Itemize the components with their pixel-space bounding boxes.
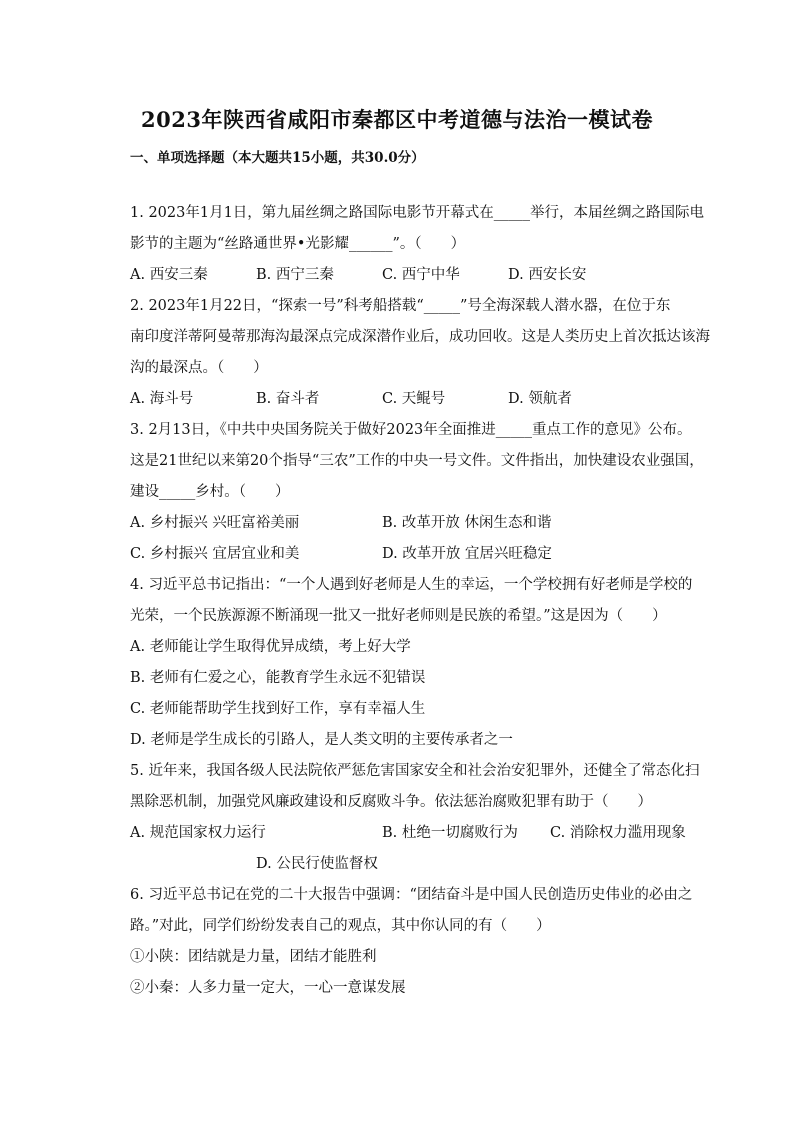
question-1-option-c: C. 西宁中华 bbox=[382, 267, 460, 283]
question-5-option-a: A. 规范国家权力运行 bbox=[130, 825, 266, 841]
question-4-option-b: B. 老师有仁爱之心，能教育学生永远不犯错误 bbox=[130, 670, 426, 686]
page-title: 2023年陕西省咸阳市秦都区中考道德与法治一模试卷 bbox=[141, 107, 653, 132]
question-2-option-d: D. 领航者 bbox=[508, 391, 572, 407]
question-3-line-3: 建设_____乡村。（ ） bbox=[130, 484, 290, 500]
question-5-option-c: C. 消除权力滥用现象 bbox=[550, 825, 686, 841]
section-heading: 一、单项选择题（本大题共15小题，共30.0分） bbox=[130, 150, 425, 166]
question-4-line-1: 4. 习近平总书记指出：“一个人遇到好老师是人生的幸运，一个学校拥有好老师是学校的 bbox=[130, 577, 693, 593]
question-3-option-a: A. 乡村振兴 兴旺富裕美丽 bbox=[130, 515, 300, 531]
question-6-statement-2: ②小秦：人多力量一定大，一心一意谋发展 bbox=[130, 980, 406, 996]
question-4-option-d: D. 老师是学生成长的引路人，是人类文明的主要传承者之一 bbox=[130, 732, 513, 748]
question-4-option-a: A. 老师能让学生取得优异成绩，考上好大学 bbox=[130, 639, 411, 655]
question-1-line-1: 1. 2023年1月1日，第九届丝绸之路国际电影节开幕式在_____举行，本届丝绸之路国际电 bbox=[130, 205, 705, 221]
question-5-option-b: B. 杜绝一切腐败行为 bbox=[382, 825, 518, 841]
question-6-statement-1: ①小陕：团结就是力量，团结才能胜利 bbox=[130, 949, 377, 965]
question-3-option-d: D. 改革开放 宜居兴旺稳定 bbox=[382, 546, 552, 562]
question-2-option-b: B. 奋斗者 bbox=[256, 391, 320, 407]
question-3-option-b: B. 改革开放 休闲生态和谐 bbox=[382, 515, 552, 531]
question-5-line-2: 黑除恶机制，加强党风廉政建设和反腐败斗争。依法惩治腐败犯罪有助于（ ） bbox=[130, 794, 652, 810]
question-1-option-d: D. 西安长安 bbox=[508, 267, 587, 283]
question-1-option-a: A. 西安三秦 bbox=[130, 267, 208, 283]
question-6-line-2: 路。”对此，同学们纷纷发表自己的观点，其中你认同的有（ ） bbox=[130, 918, 551, 934]
question-4-option-c: C. 老师能帮助学生找到好工作，享有幸福人生 bbox=[130, 701, 426, 717]
question-2-option-a: A. 海斗号 bbox=[130, 391, 194, 407]
question-3-line-2: 这是21世纪以来第20个指导“三农”工作的中央一号文件。文件指出，加快建设农业强国， bbox=[130, 453, 704, 469]
question-2-option-c: C. 天鲲号 bbox=[382, 391, 446, 407]
question-4-line-2: 光荣，一个民族源源不断涌现一批又一批好老师则是民族的希望。”这是因为（ ） bbox=[130, 608, 667, 624]
question-5-line-1: 5. 近年来，我国各级人民法院依严惩危害国家安全和社会治安犯罪外，还健全了常态化扫 bbox=[130, 763, 700, 779]
question-6-line-1: 6. 习近平总书记在党的二十大报告中强调：“团结奋斗是中国人民创造历史伟业的必由之 bbox=[130, 887, 693, 903]
question-2-line-1: 2. 2023年1月22日，“探索一号”科考船搭载“_____”号全海深载人潜水器，在位于东 bbox=[130, 298, 671, 314]
question-3-line-1: 3. 2月13日，《中共中央国务院关于做好2023年全面推进_____重点工作的意见》公布。 bbox=[130, 422, 692, 438]
question-5-option-d: D. 公民行使监督权 bbox=[256, 856, 378, 872]
question-2-line-2: 南印度洋蒂阿曼蒂那海沟最深点完成深潜作业后，成功回收。这是人类历史上首次抵达该海 bbox=[130, 329, 710, 345]
question-2-line-3: 沟的最深点。（ ） bbox=[130, 360, 268, 376]
question-1-line-2: 影节的主题为“丝路通世界•光影耀______”。（ ） bbox=[130, 236, 466, 252]
question-3-option-c: C. 乡村振兴 宜居宜业和美 bbox=[130, 546, 300, 562]
question-1-option-b: B. 西宁三秦 bbox=[256, 267, 334, 283]
